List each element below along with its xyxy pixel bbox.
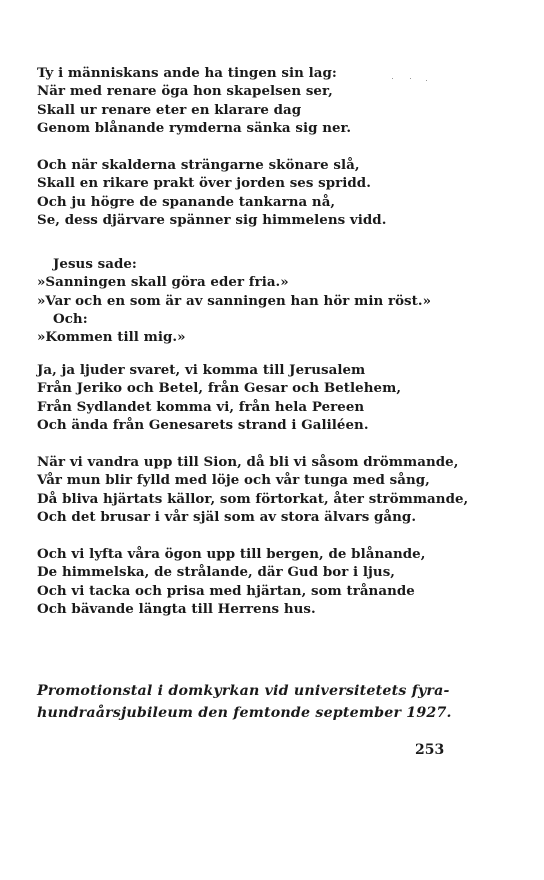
poem-line: Se, dess djärvare spänner sig himmelens vidd. [37,211,387,228]
poem-line: Från Jeriko och Betel, från Gesar och Betlehem, [37,380,402,397]
poem-line: Och: [53,310,88,327]
stanza-4 [37,361,401,434]
print-speck [392,78,393,79]
print-speck [426,80,427,81]
stanza-2 [37,156,386,229]
poem-line: Och vi lyfta våra ögon upp till bergen, de blånande, [37,546,426,562]
poem-line: Skall en rikare prakt över jorden ses spridd. [37,175,371,192]
poem-line: Och ända från Genesarets strand i Galiléen. [37,416,369,433]
poem-line: Ty i människans ande ha tingen sin lag: [37,65,337,81]
poem-line: Vår mun blir fylld med löje och vår tunga med sång, [37,472,430,489]
poem-line: Skall ur renare eter en klarare dag [37,101,302,118]
poem-line: Och bävande längta till Herrens hus. [37,600,316,617]
page-number: 253 [415,742,445,758]
poem-line: »Var och en som är av sanningen han hör min röst.» [37,292,432,309]
poem-line: När med renare öga hon skapelsen ser, [37,83,333,100]
poem-line: Genom blånande rymderna sänka sig ner. [37,119,352,136]
poem-line: »Sanningen skall göra eder fria.» [37,274,289,291]
poem-line: Och ju högre de spanande tankarna nå, [37,193,336,210]
poem-line: »Kommen till mig.» [37,329,186,346]
stanza-3 [37,255,431,346]
print-speck [410,78,411,79]
poem-line: Jesus sade: [53,256,137,272]
footer-note [37,680,452,724]
poem-line: Ja, ja ljuder svaret, vi komma till Jerusalem [37,362,366,378]
poem-line: Då bliva hjärtats källor, som förtorkat, åter strömmande, [37,490,469,507]
stanza-1 [37,64,351,137]
stanza-6 [37,545,425,618]
stanza-5 [37,453,468,526]
poem-line: Och det brusar i vår själ som av stora älvars gång. [37,508,417,525]
poem-line: Från Sydlandet komma vi, från hela Pereen [37,398,365,415]
poem-line: När vi vandra upp till Sion, då bli vi såsom drömmande, [37,454,459,470]
poem-line: Och vi tacka och prisa med hjärtan, som trånande [37,582,415,599]
poem-line: De himmelska, de strålande, där Gud bor i ljus, [37,564,396,581]
poem-line: Och när skalderna strängarne skönare slå, [37,157,360,173]
footer-line: hundraårsjubileum den femtonde september 1927. [37,705,452,721]
footer-line: Promotionstal i domkyrkan vid universitetets fyra- [37,683,450,699]
